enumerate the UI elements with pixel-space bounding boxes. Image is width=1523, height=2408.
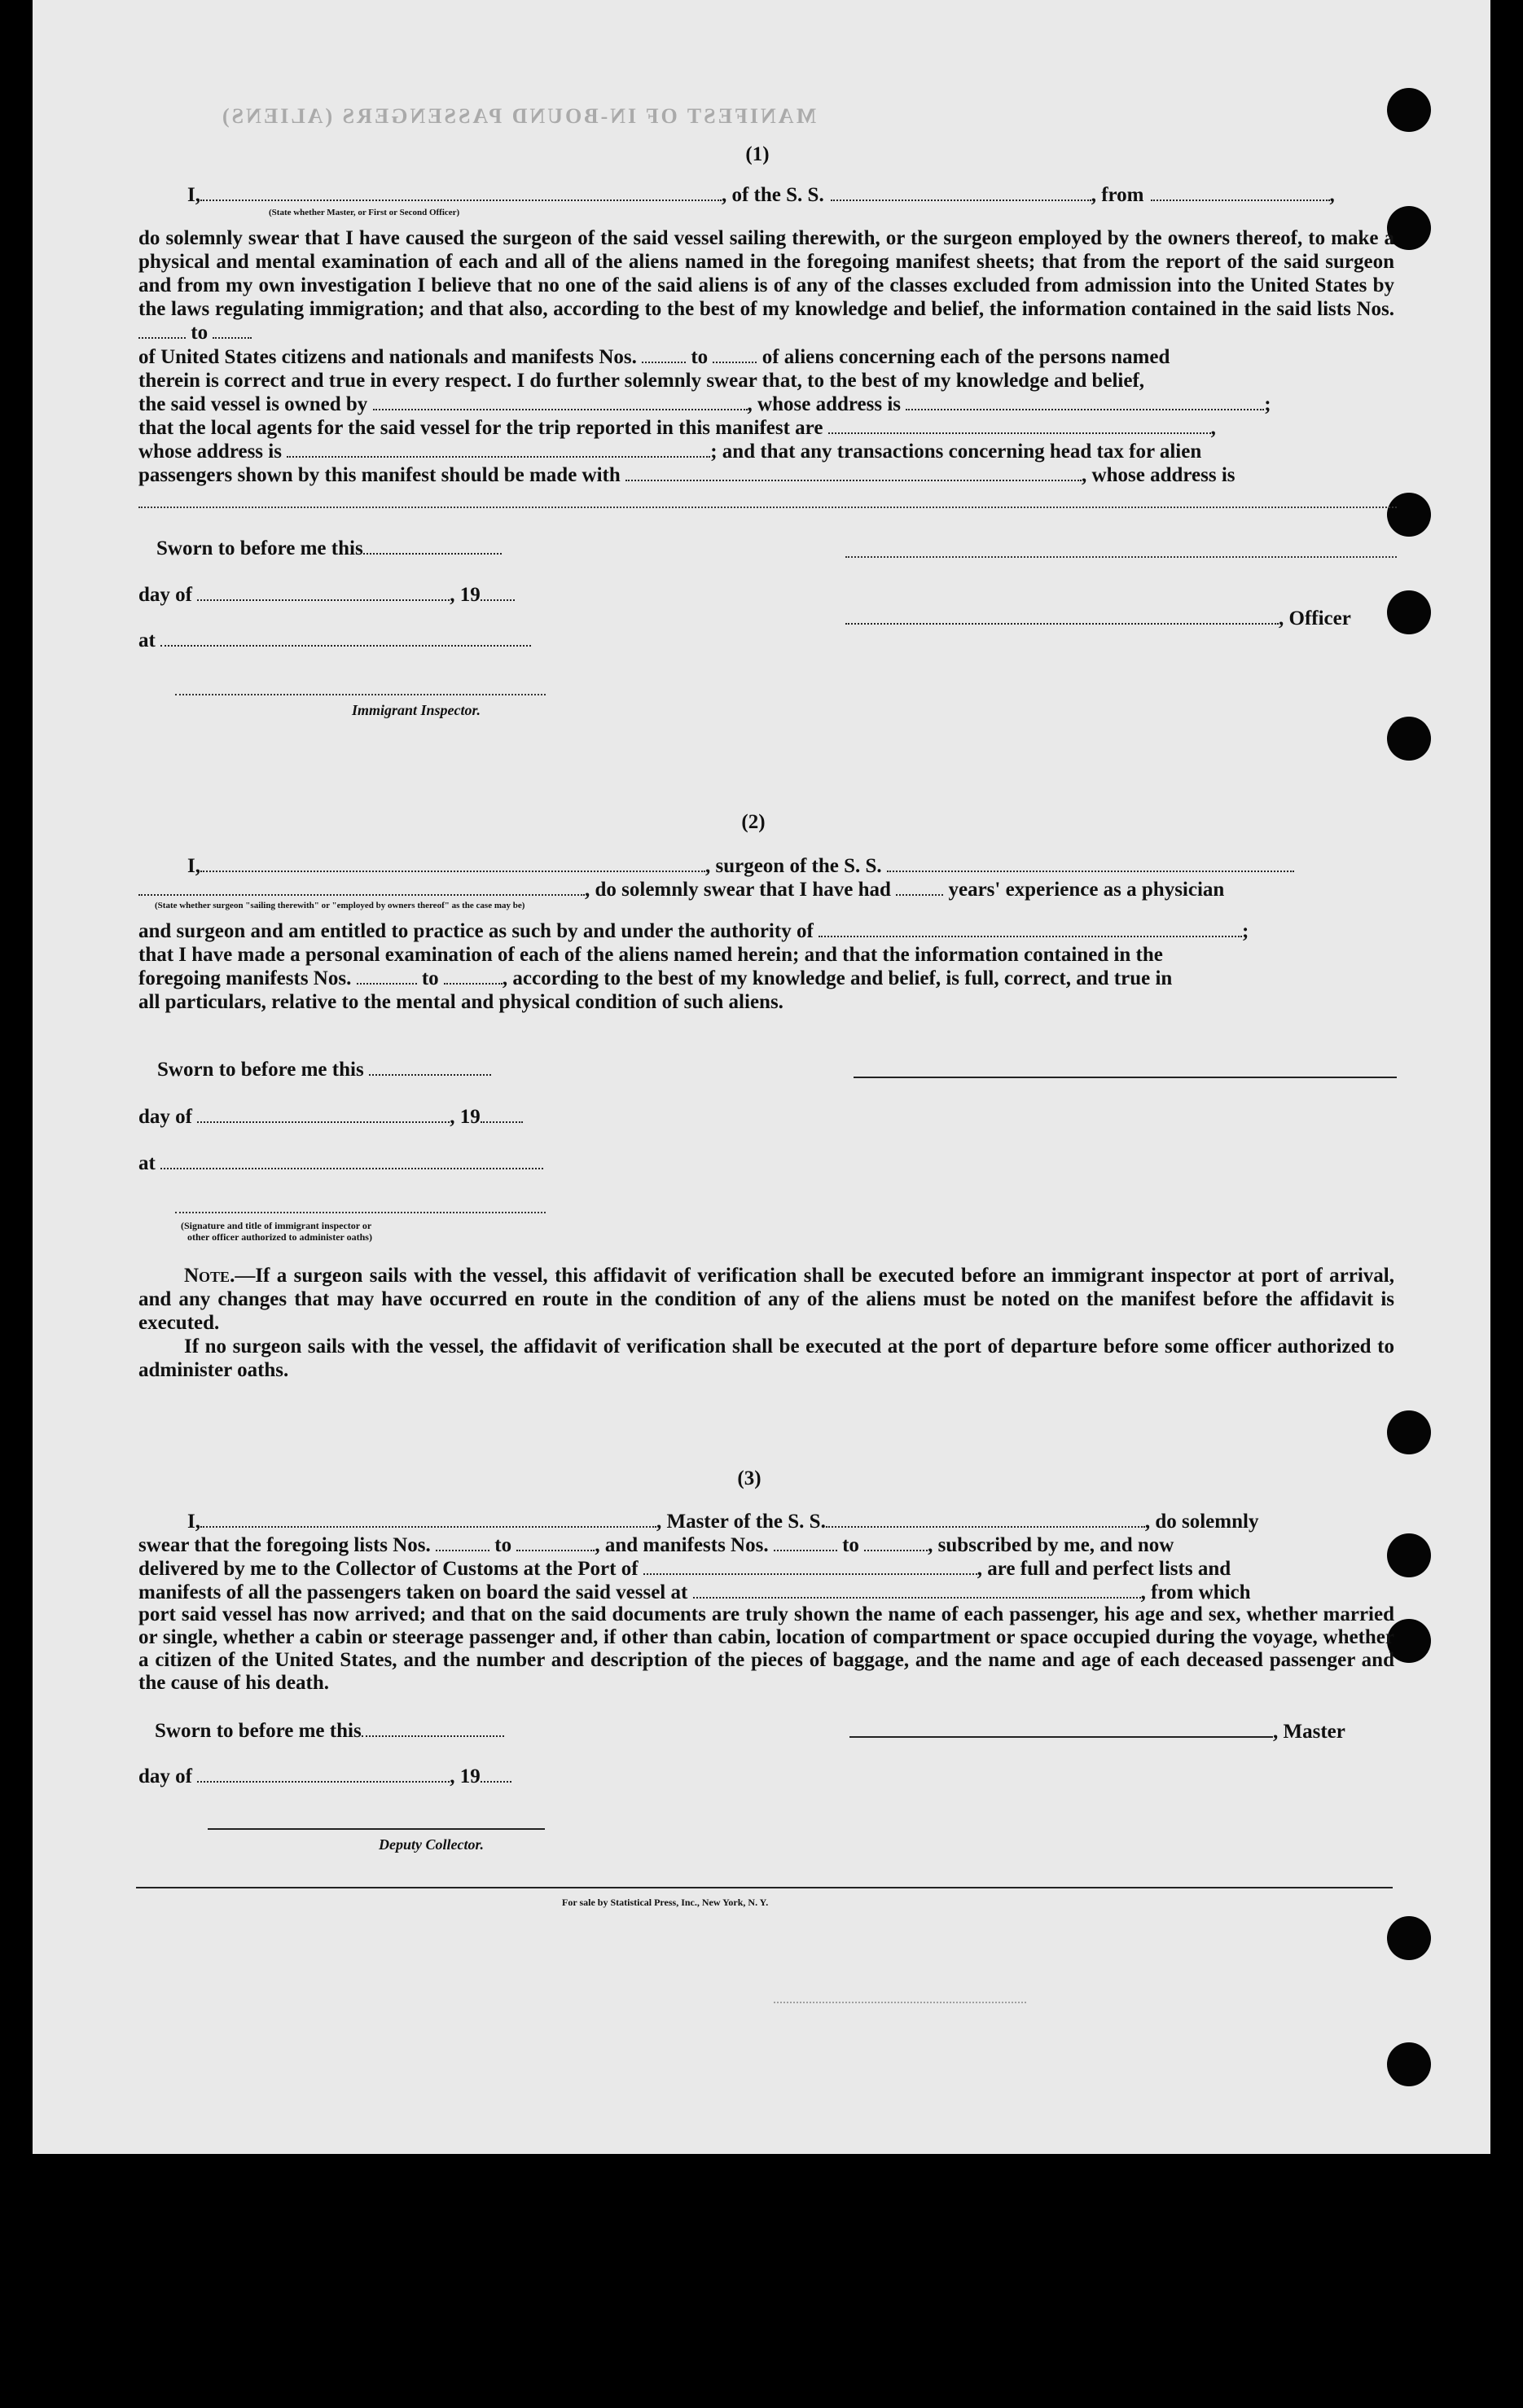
surgeon-note: (State whether surgeon "sailing therewith" or "employed by owners thereof" as the case may be)	[155, 901, 525, 910]
section1-line-i: I, , of the S. S. , from ,	[187, 184, 1335, 206]
section2-solemnly-line: , do solemnly swear that I have had years' experience as a physician	[138, 879, 1224, 901]
section1-citizens-line: of United States citizens and nationals and manifests Nos. to of aliens concerning each of the persons named	[138, 346, 1170, 368]
punch-hole	[1387, 590, 1431, 634]
section-number: (3)	[737, 1467, 762, 1489]
inspector-label: Immigrant Inspector.	[352, 702, 481, 718]
punch-hole	[1387, 1533, 1431, 1577]
sworn-line: Sworn to before me this	[155, 1720, 504, 1743]
note-paragraph-2: If no surgeon sails with the vessel, the affidavit of verification shall be executed at the port of departure before some officer authorized to administer oaths.	[138, 1336, 1394, 1381]
inspector-signature-rule	[175, 694, 546, 695]
address-rule	[138, 507, 1397, 508]
signature-note: (Signature and title of immigrant inspector or	[181, 1220, 372, 1231]
bleed-through-header: MANIFEST OF IN-BOUND PASSENGERS (ALIENS)	[220, 104, 817, 128]
section1-owned-line: the said vessel is owned by , whose address is ;	[138, 393, 1271, 415]
section2-particulars-line: all particulars, relative to the mental and physical condition of such aliens.	[138, 991, 783, 1013]
punch-hole	[1387, 717, 1431, 761]
sworn-line: Sworn to before me this	[156, 537, 502, 560]
signature-note: other officer authorized to administer oaths)	[187, 1231, 372, 1243]
at-line: at	[138, 1152, 543, 1175]
section-number: (2)	[741, 811, 766, 833]
sworn-line: Sworn to before me this	[157, 1059, 491, 1081]
day-of-line: day of , 19	[138, 1765, 511, 1788]
section2-authority-line: and surgeon and am entitled to practice as such by and under the authority of ;	[138, 920, 1249, 942]
inspector-signature-rule	[175, 1212, 546, 1213]
document-page	[33, 0, 1490, 2154]
footer-rule	[136, 1887, 1393, 1888]
section2-foregoing-line: foregoing manifests Nos. to , according to the best of my knowledge and belief, is full, correct, and true in	[138, 967, 1173, 989]
day-of-line: day of , 19	[138, 584, 515, 607]
punch-hole	[1387, 1916, 1431, 1960]
section1-agents-line: that the local agents for the said vessel for the trip reported in this manifest are ,	[138, 417, 1216, 439]
signature-rule	[845, 556, 1397, 558]
punch-hole	[1387, 1410, 1431, 1454]
punch-hole	[1387, 2042, 1431, 2086]
section3-manifests-line: manifests of all the passengers taken on board the said vessel at , from which	[138, 1581, 1251, 1603]
section3-swear-line: swear that the foregoing lists Nos. to , and manifests Nos. to , subscribed by me, and now	[138, 1534, 1174, 1556]
section1-correct-line: therein is correct and true in every respect. I do further solemnly swear that, to the best of my knowledge and belief,	[138, 370, 1145, 392]
officer-line: , Officer	[845, 607, 1351, 630]
section2-examination-line: that I have made a personal examination of each of the aliens named herein; and that the information contained in the	[138, 944, 1163, 966]
section-number: (1)	[745, 143, 770, 165]
section2-line-i: I, , surgeon of the S. S.	[187, 855, 1294, 878]
section3-line-i: I, , Master of the S. S. , do solemnly	[187, 1511, 1259, 1533]
section3-paragraph: port said vessel has now arrived; and that on the said documents are truly shown the name of each passenger, his age and sex, whether married or single, whether a cabin or steerage passenger and, if other than cabin, location of compartment or space occupied during the voyage, whether a citizen of the United States, and the number and description of the pieces of baggage, and the name and age of each deceased passenger and the cause of his death.	[138, 1603, 1394, 1694]
for-sale-note: For sale by Statistical Press, Inc., New York, N. Y.	[562, 1897, 769, 1908]
punch-hole	[1387, 493, 1431, 537]
faint-bleed-rule	[774, 2002, 1026, 2003]
punch-hole	[1387, 88, 1431, 132]
section1-passengers-line: passengers shown by this manifest should be made with , whose address is	[138, 464, 1236, 486]
section1-address-line: whose address is ; and that any transactions concerning head tax for alien	[138, 441, 1202, 463]
note-paragraph: Note.—If a surgeon sails with the vessel, this affidavit of verification shall be executed before an immigrant inspector at port of arrival, and any changes that may have occurred en route in the condition of any of the aliens must be noted on the manifest before the affidavit is executed.	[138, 1265, 1394, 1334]
master-line: , Master	[849, 1721, 1345, 1743]
at-line: at	[138, 629, 531, 652]
deputy-label: Deputy Collector.	[379, 1836, 484, 1853]
section3-delivered-line: delivered by me to the Collector of Customs at the Port of , are full and perfect lists and	[138, 1558, 1231, 1580]
surgeon-signature-rule	[854, 1077, 1397, 1078]
day-of-line: day of , 19	[138, 1106, 523, 1129]
deputy-signature-rule	[208, 1828, 545, 1830]
master-note: (State whether Master, or First or Second Officer)	[269, 208, 460, 217]
section1-paragraph: do solemnly swear that I have caused the surgeon of the said vessel sailing therewith, or the surgeon employed by the owners thereof, to make a physical and mental examination of each and all of the aliens named in the foregoing manifest sheets; that from the report of the said surgeon and from my own investigation I believe that no one of the said aliens is of any of the classes excluded from admission into the United States by the laws regulating immigration; and that also, according to the best of my knowledge and belief, the information contained in the said lists Nos. to	[138, 227, 1394, 344]
